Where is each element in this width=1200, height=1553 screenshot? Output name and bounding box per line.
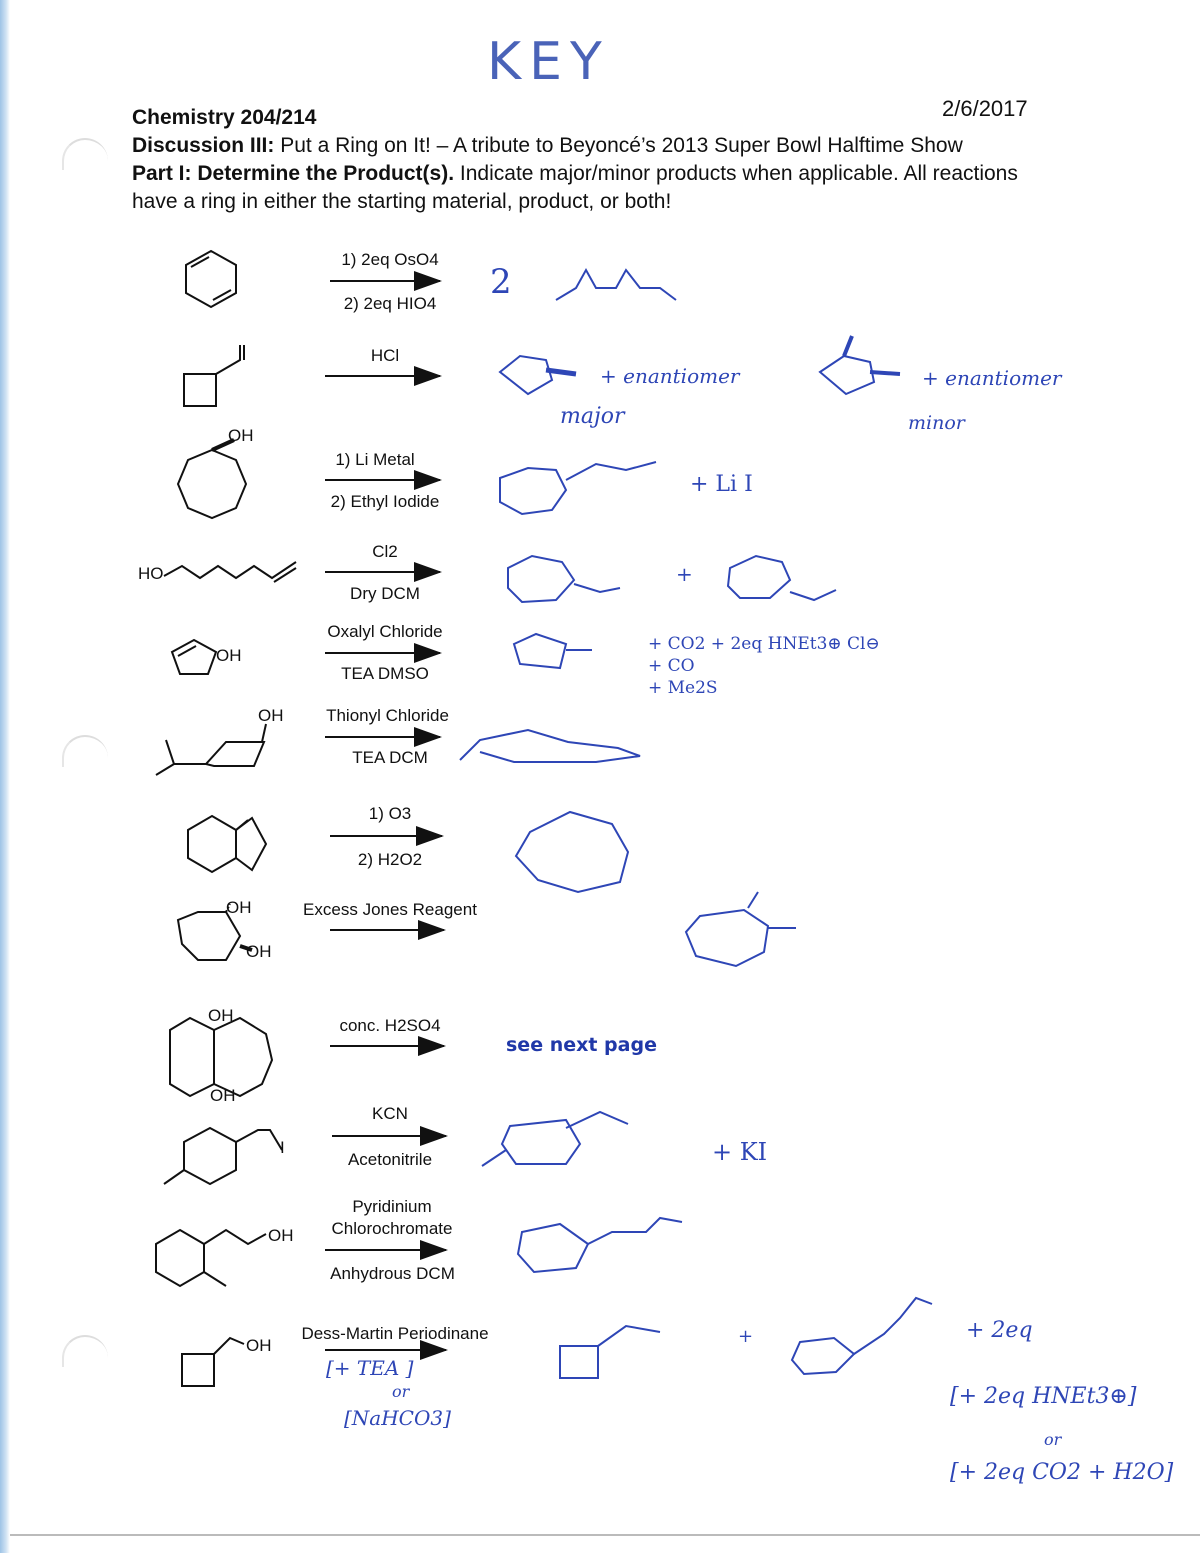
oh-label-12: OH bbox=[246, 1336, 272, 1355]
part-label: Part I: Determine the Product(s). bbox=[132, 162, 455, 185]
reagent-1-top: 1) 2eq OsO4 bbox=[341, 250, 439, 269]
pentenol-chain bbox=[164, 562, 296, 578]
cycloheptanediol bbox=[178, 912, 240, 960]
reagent-10-bottom: Acetonitrile bbox=[347, 1150, 433, 1169]
product-12-aldehyde bbox=[560, 1346, 598, 1378]
discussion-title: Put a Ring on It! – A tribute to Beyoncé’s 2013 Super Bowl Halftime Show bbox=[280, 134, 963, 157]
reagent-5-top: Oxalyl Chloride bbox=[327, 622, 443, 641]
reagent-4-bottom: Dry DCM bbox=[350, 584, 420, 603]
date: 2/6/2017 bbox=[942, 96, 1028, 121]
byproducts-5a: + CO2 + 2eq HNEt3⊕ Cl⊖ bbox=[648, 634, 880, 654]
reagent-5-bottom: TEA DMSO bbox=[341, 664, 429, 683]
product-12-iodinane bbox=[792, 1338, 854, 1374]
reagent-3-top: 1) Li Metal bbox=[335, 450, 415, 469]
cyclohexadiene bbox=[186, 251, 236, 307]
cyclopentenol bbox=[172, 640, 216, 674]
product-3 bbox=[500, 468, 566, 514]
part-text-2: have a ring in either the starting material, product, or both! bbox=[132, 190, 672, 213]
key-title: KEY bbox=[487, 32, 610, 92]
lii-note: + Li I bbox=[690, 472, 753, 497]
cyclohexene-iodide bbox=[184, 1128, 236, 1184]
reagent-11-top: Pyridinium Chlorochromate bbox=[331, 1197, 453, 1238]
or-note-2: or bbox=[1044, 1430, 1062, 1449]
product-2-minor bbox=[820, 356, 874, 394]
bicyclic-6ring bbox=[170, 1018, 214, 1096]
course-title: Chemistry 204/214 bbox=[132, 106, 317, 129]
tea-bracket: [+ TEA ] bbox=[326, 1356, 414, 1380]
hnet3-note: [+ 2eq HNEt3⊕] bbox=[950, 1384, 1137, 1409]
byproducts-5c: + Me2S bbox=[648, 678, 718, 698]
reagent-7-top: 1) O3 bbox=[368, 804, 412, 823]
cyclooctanol bbox=[178, 450, 246, 518]
reagent-2-top: HCl bbox=[370, 346, 400, 365]
reagent-9-top: conc. H2SO4 bbox=[339, 1016, 441, 1035]
byproducts-5b: + CO bbox=[648, 656, 695, 676]
reagent-10-top: KCN bbox=[372, 1104, 408, 1123]
ki-note: + KI bbox=[712, 1138, 768, 1166]
nahco3-bracket: [NaHCO3] bbox=[344, 1406, 451, 1430]
see-next-page: see next page bbox=[506, 1034, 657, 1056]
product-6 bbox=[460, 730, 640, 762]
oh-label-5: OH bbox=[216, 646, 242, 665]
oh-label-6: OH bbox=[258, 706, 284, 725]
oh-label-3: OH bbox=[228, 426, 254, 445]
reagent-6-bottom: TEA DCM bbox=[352, 748, 428, 767]
part-text: Indicate major/minor products when applicable. All reactions bbox=[459, 162, 1018, 185]
vinylcyclobutane bbox=[184, 374, 216, 406]
enantiomer-note-1: + enantiomer bbox=[600, 364, 740, 388]
minor-note: minor bbox=[908, 412, 965, 434]
oh-label-8a: OH bbox=[226, 898, 252, 917]
oh-label-8b: OH bbox=[246, 942, 272, 961]
product-2-major bbox=[500, 356, 552, 394]
cyclobutylmethanol bbox=[182, 1354, 214, 1386]
reagent-12-top: Dess-Martin Periodinane bbox=[301, 1324, 489, 1343]
product-5 bbox=[514, 634, 566, 668]
product-4b bbox=[728, 556, 790, 598]
reagent-8-top: Excess Jones Reagent bbox=[303, 900, 477, 919]
co2h2o-note: [+ 2eq CO2 + H2O] bbox=[950, 1460, 1174, 1485]
enantiomer-note-2: + enantiomer bbox=[922, 366, 1062, 390]
reaction-arrows bbox=[325, 281, 446, 1350]
hydrindane-6ring bbox=[188, 816, 236, 872]
acetate-note: + 2eq bbox=[966, 1318, 1033, 1343]
or-note-1: or bbox=[392, 1382, 410, 1401]
oh-label-9a: OH bbox=[208, 1006, 234, 1025]
ho-label-4: HO bbox=[138, 564, 164, 583]
product-7 bbox=[516, 812, 628, 892]
oh-label-9b: OH bbox=[210, 1086, 236, 1105]
reagent-11-bottom: Anhydrous DCM bbox=[330, 1264, 455, 1283]
reagent-1-bottom: 2) 2eq HIO4 bbox=[343, 294, 437, 313]
reagent-3-bottom: 2) Ethyl Iodide bbox=[330, 492, 440, 511]
oh-label-11: OH bbox=[268, 1226, 294, 1245]
toluene-ethanol bbox=[156, 1230, 204, 1286]
reagent-7-bottom: 2) H2O2 bbox=[357, 850, 423, 869]
product-4a bbox=[508, 556, 574, 602]
major-note: major bbox=[560, 404, 625, 429]
starting-materials bbox=[156, 251, 296, 1386]
reagent-4-top: Cl2 bbox=[372, 542, 398, 561]
iodide-label-10: I bbox=[280, 1138, 285, 1157]
plus-12: + bbox=[738, 1326, 754, 1347]
products-handwritten bbox=[460, 270, 932, 1378]
coefficient-2: 2 bbox=[490, 262, 512, 302]
product-1 bbox=[556, 270, 676, 300]
cyclohexanol-chair bbox=[156, 740, 264, 775]
plus-4: + bbox=[676, 562, 693, 586]
product-11 bbox=[518, 1224, 588, 1272]
product-8 bbox=[686, 910, 768, 966]
discussion-label: Discussion III: bbox=[132, 134, 275, 157]
reagent-6-top: Thionyl Chloride bbox=[326, 706, 449, 725]
